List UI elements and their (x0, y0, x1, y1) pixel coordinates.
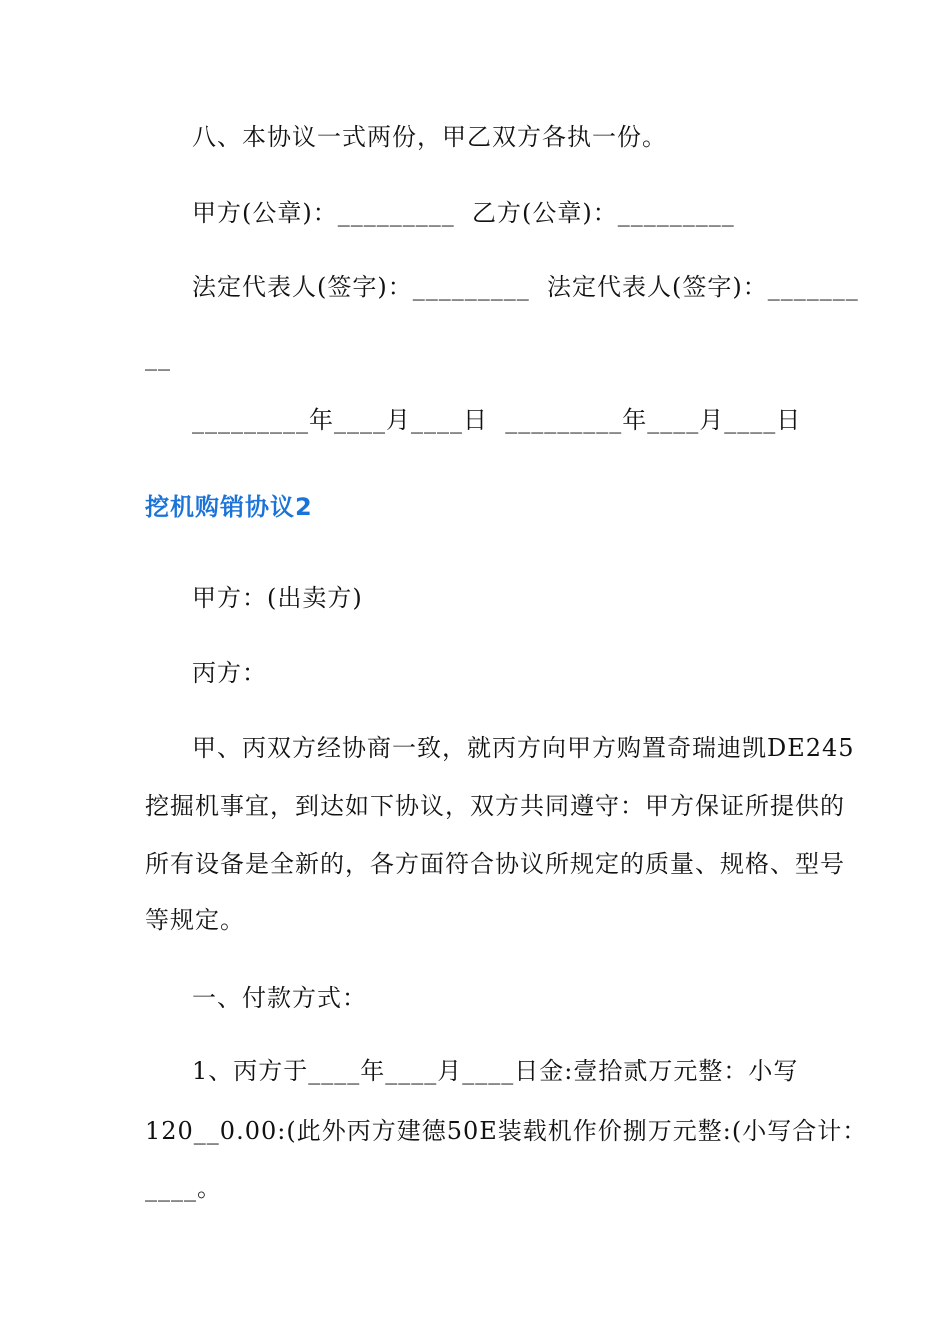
intro-line-3: 所有设备是全新的，各方面符合协议所规定的质量、规格、型号 (145, 850, 845, 878)
payment-heading: 一、付款方式： (192, 984, 367, 1012)
payment-line-3: ____。 (145, 1174, 222, 1202)
legal-rep-line: 法定代表人(签字)：_________ 法定代表人(签字)：_______ (192, 273, 859, 301)
intro-line-2: 挖掘机事宜，到达如下协议，双方共同遵守：甲方保证所提供的 (145, 792, 845, 820)
section-title: 挖机购销协议2 (145, 493, 313, 521)
payment-line-2: 120__0.00:(此外丙方建德50E装载机作价捌万元整:(小写合计： (145, 1117, 868, 1145)
intro-line-1: 甲、丙双方经协商一致，就丙方向甲方购置奇瑞迪凯DE245 (192, 734, 855, 762)
legal-rep-wrap: __ (145, 343, 171, 371)
payment-line-1: 1、丙方于____年____月____日金:壹拾贰万元整：小写 (192, 1057, 799, 1085)
party-seal-line: 甲方(公章)：_________ 乙方(公章)：_________ (192, 199, 735, 227)
clause-8: 八、本协议一式两份，甲乙双方各执一份。 (192, 123, 667, 151)
intro-line-4: 等规定。 (145, 906, 245, 934)
date-line: _________年____月____日 _________年____月____日 (192, 406, 802, 434)
party-c-line: 丙方： (192, 659, 267, 687)
party-a-line: 甲方：(出卖方) (192, 584, 363, 612)
